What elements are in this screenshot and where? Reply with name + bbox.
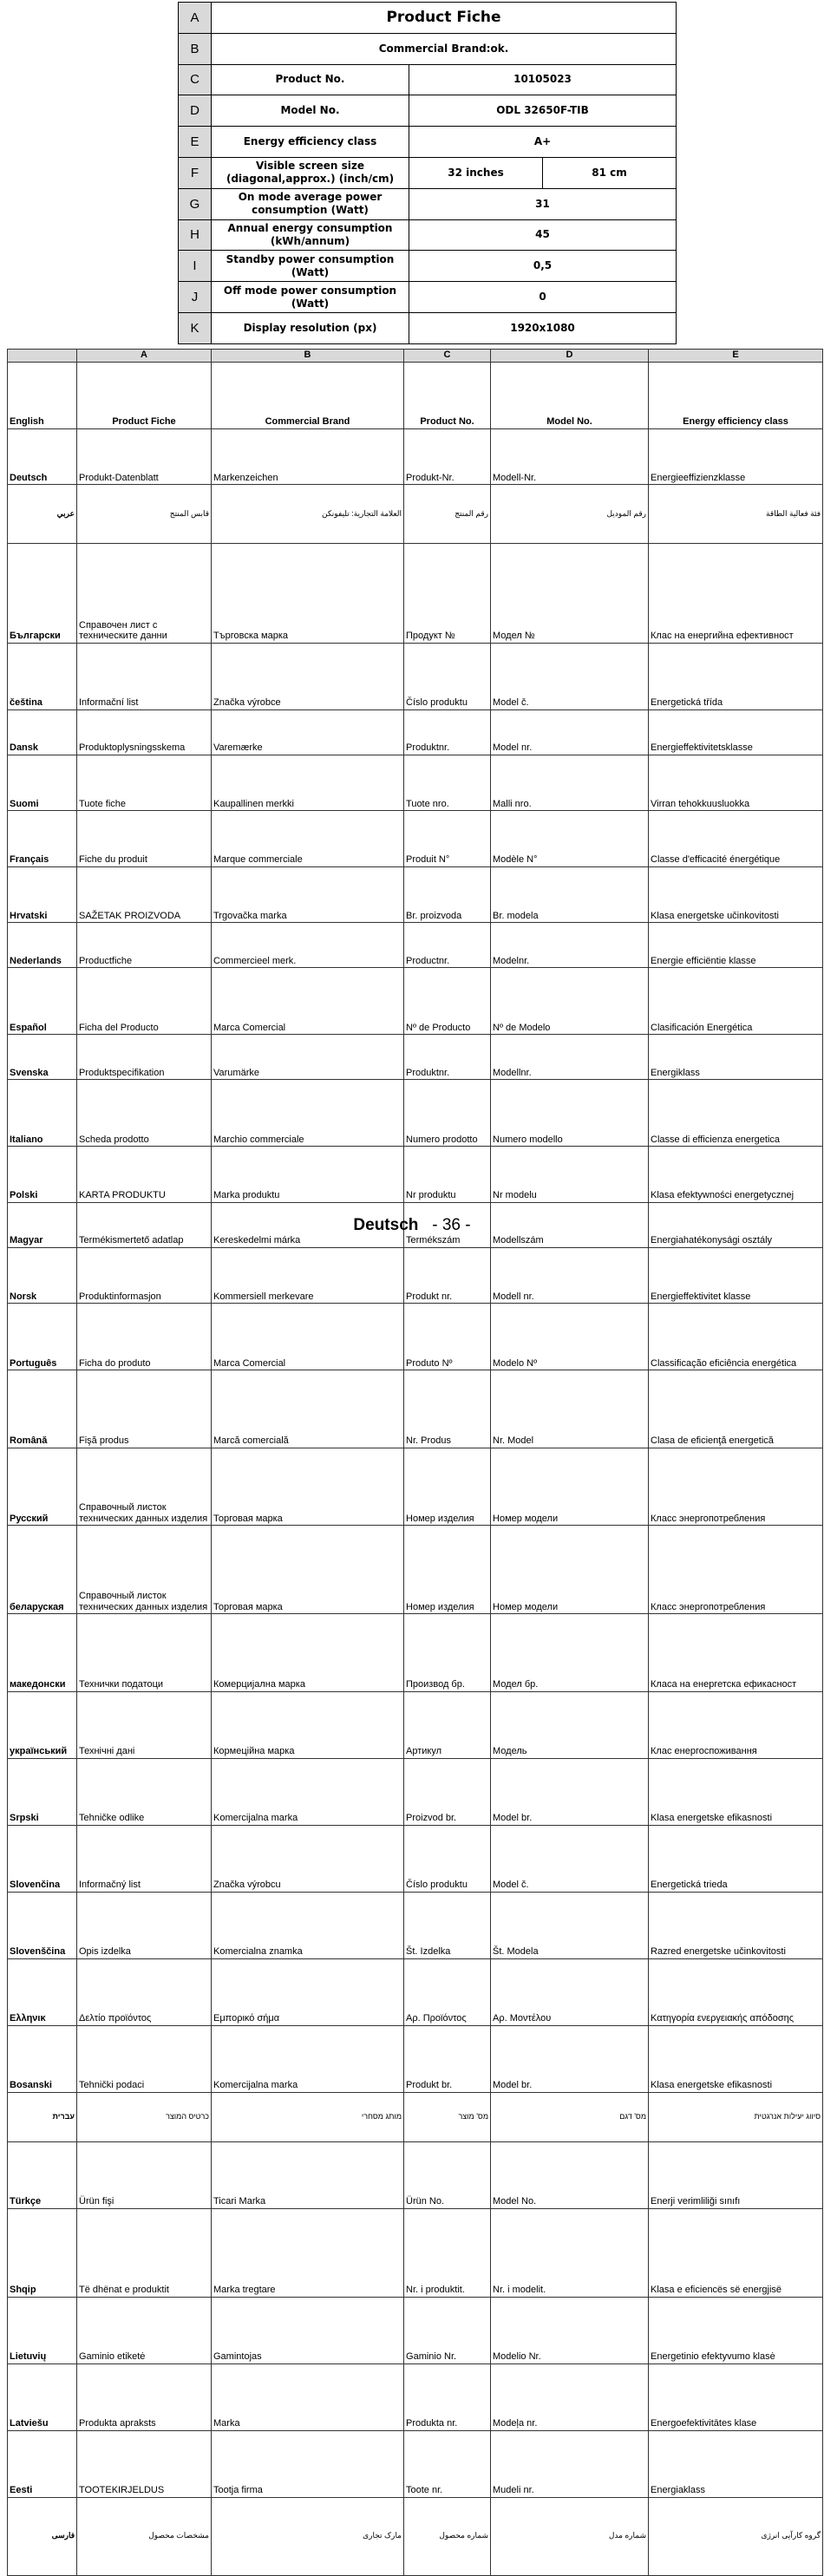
translation-a: TOOTEKIRJELDUS bbox=[77, 2430, 212, 2497]
translation-row bbox=[8, 1526, 823, 1614]
language-name: Slovenščina bbox=[8, 1892, 77, 1958]
translation-e: Klasa efektywności energetycznej bbox=[649, 1147, 823, 1203]
translation-d: Modell nr. bbox=[491, 1247, 649, 1304]
translation-a: Produkta apraksts bbox=[77, 2364, 212, 2430]
language-name: Italiano bbox=[8, 1080, 77, 1147]
page-number: - 36 - bbox=[432, 1216, 471, 1234]
translation-e: Clasa de eficienţă energetică bbox=[649, 1370, 823, 1448]
translation-row bbox=[8, 968, 823, 1035]
fiche-label: Visible screen size (diagonal,approx.) (inch/cm) bbox=[212, 157, 409, 188]
translation-c: Číslo produktu bbox=[404, 1825, 491, 1892]
translation-e: فئة فعالية الطاقة bbox=[649, 485, 823, 544]
fiche-value: 0,5 bbox=[409, 251, 677, 282]
translation-d: Model nr. bbox=[491, 709, 649, 755]
translation-b: Trgovačka marka bbox=[212, 866, 404, 923]
translation-c: Termékszám bbox=[404, 1202, 491, 1247]
translation-a: Tehnički podaci bbox=[77, 2025, 212, 2092]
translation-row bbox=[8, 1035, 823, 1080]
translation-e: Класа на енергетска ефикасност bbox=[649, 1614, 823, 1692]
translation-b: Komercialna znamka bbox=[212, 1892, 404, 1958]
row-letter: K bbox=[179, 312, 212, 343]
translation-d: Номер модели bbox=[491, 1526, 649, 1614]
translation-b: Комерцијална марка bbox=[212, 1614, 404, 1692]
fiche-value: 0 bbox=[409, 282, 677, 313]
header-b: Commercial Brand bbox=[212, 362, 404, 428]
translation-row bbox=[8, 1614, 823, 1692]
translation-b: Varemærke bbox=[212, 709, 404, 755]
column-letter: D bbox=[491, 350, 649, 363]
language-name: فارسی bbox=[8, 2497, 77, 2575]
translation-a: Gaminio etiketė bbox=[77, 2297, 212, 2364]
translation-row bbox=[8, 544, 823, 644]
translation-d: Modelo Nº bbox=[491, 1304, 649, 1370]
translation-b: Marcă comercială bbox=[212, 1370, 404, 1448]
language-name: Български bbox=[8, 544, 77, 644]
translation-e: Energieffektivitetsklasse bbox=[649, 709, 823, 755]
translation-d: رقم الموديل bbox=[491, 485, 649, 544]
translation-row bbox=[8, 1825, 823, 1892]
translation-d: Модел бр. bbox=[491, 1614, 649, 1692]
translation-b: Кормеційна марка bbox=[212, 1691, 404, 1758]
translation-d: Modèle N° bbox=[491, 811, 649, 867]
translation-d: Št. Modela bbox=[491, 1892, 649, 1958]
translation-a: Технічні дані bbox=[77, 1691, 212, 1758]
translation-row bbox=[8, 2141, 823, 2208]
translation-d: מס' דגם bbox=[491, 2092, 649, 2141]
fiche-value: 1920x1080 bbox=[409, 312, 677, 343]
translation-a: Produkt-Datenblatt bbox=[77, 428, 212, 485]
translation-a: Produktoplysningsskema bbox=[77, 709, 212, 755]
translation-row bbox=[8, 485, 823, 544]
row-letter: G bbox=[179, 188, 212, 219]
translation-a: Tuote fiche bbox=[77, 755, 212, 811]
translation-row bbox=[8, 811, 823, 867]
language-name: Português bbox=[8, 1304, 77, 1370]
language-name: Magyar bbox=[8, 1202, 77, 1247]
translation-b: Marque commerciale bbox=[212, 811, 404, 867]
language-name: Shqip bbox=[8, 2208, 77, 2297]
translation-b: Markenzeichen bbox=[212, 428, 404, 485]
translation-e: Energetická trieda bbox=[649, 1825, 823, 1892]
translation-d: Модел № bbox=[491, 544, 649, 644]
fiche-row bbox=[179, 188, 677, 219]
fiche-value: 31 bbox=[409, 188, 677, 219]
translation-b: مارک تجاری bbox=[212, 2497, 404, 2575]
translation-c: Toote nr. bbox=[404, 2430, 491, 2497]
translation-c: Produkta nr. bbox=[404, 2364, 491, 2430]
language-name: Dansk bbox=[8, 709, 77, 755]
fiche-label: Standby power consumption (Watt) bbox=[212, 251, 409, 282]
translation-row bbox=[8, 1304, 823, 1370]
translation-row bbox=[8, 2430, 823, 2497]
translation-e: Energiaklass bbox=[649, 2430, 823, 2497]
language-name: English bbox=[8, 362, 77, 428]
language-name: Ελληνικ bbox=[8, 1958, 77, 2025]
translation-e: סיווג יעילות אנרגטית bbox=[649, 2092, 823, 2141]
translation-e: گروه کارآیی انرژی bbox=[649, 2497, 823, 2575]
translation-b: Komercijalna marka bbox=[212, 1758, 404, 1825]
fiche-label: Product No. bbox=[212, 64, 409, 95]
fiche-title: Product Fiche bbox=[212, 3, 677, 34]
translation-c: Produktnr. bbox=[404, 1035, 491, 1080]
translation-row bbox=[8, 1691, 823, 1758]
fiche-label: Display resolution (px) bbox=[212, 312, 409, 343]
translation-table bbox=[7, 349, 823, 2576]
translation-c: מס' מוצר bbox=[404, 2092, 491, 2141]
translation-row bbox=[8, 1892, 823, 1958]
fiche-row bbox=[179, 33, 677, 64]
translation-e: Класс энергопотребления bbox=[649, 1448, 823, 1526]
translation-e: Enerji verimliliği sınıfı bbox=[649, 2141, 823, 2208]
translation-b: Торговая марка bbox=[212, 1526, 404, 1614]
language-name: Русский bbox=[8, 1448, 77, 1526]
translation-b: Marca Comercial bbox=[212, 968, 404, 1035]
translation-b: Търговска марка bbox=[212, 544, 404, 644]
header-row-english bbox=[8, 362, 823, 428]
row-letter: J bbox=[179, 282, 212, 313]
fiche-label: Off mode power consumption (Watt) bbox=[212, 282, 409, 313]
translation-a: Informační list bbox=[77, 643, 212, 709]
translation-a: Справочный листок технических данных изделия bbox=[77, 1448, 212, 1526]
translation-row bbox=[8, 2364, 823, 2430]
translation-b: Kommersiell merkevare bbox=[212, 1247, 404, 1304]
translation-e: Energiahatékonysági osztály bbox=[649, 1202, 823, 1247]
translation-row bbox=[8, 709, 823, 755]
translation-b: Commercieel merk. bbox=[212, 923, 404, 968]
translation-row bbox=[8, 923, 823, 968]
translation-d: Model č. bbox=[491, 1825, 649, 1892]
commercial-brand: Commercial Brand:ok. bbox=[212, 33, 677, 64]
translation-c: شماره محصول bbox=[404, 2497, 491, 2575]
fiche-row bbox=[179, 251, 677, 282]
language-name: Deutsch bbox=[8, 428, 77, 485]
language-name: עברית bbox=[8, 2092, 77, 2141]
translation-d: Mudeli nr. bbox=[491, 2430, 649, 2497]
translation-b: العلامة التجارية: تليفونكن bbox=[212, 485, 404, 544]
translation-d: شماره مدل bbox=[491, 2497, 649, 2575]
column-letter: C bbox=[404, 350, 491, 363]
translation-e: Клас енергоспоживання bbox=[649, 1691, 823, 1758]
translation-row bbox=[8, 428, 823, 485]
translation-a: Технички податоци bbox=[77, 1614, 212, 1692]
translation-a: Справочный листок технических данных изделия bbox=[77, 1526, 212, 1614]
column-letter: E bbox=[649, 350, 823, 363]
translation-e: Energoefektivitātes klase bbox=[649, 2364, 823, 2430]
translation-b: Ticari Marka bbox=[212, 2141, 404, 2208]
translation-a: Ficha del Producto bbox=[77, 968, 212, 1035]
language-name: Bosanski bbox=[8, 2025, 77, 2092]
translation-b: Marka tregtare bbox=[212, 2208, 404, 2297]
translation-row bbox=[8, 866, 823, 923]
fiche-label: Model No. bbox=[212, 95, 409, 127]
translation-e: Classe di efficienza energetica bbox=[649, 1080, 823, 1147]
language-name: عربي bbox=[8, 485, 77, 544]
translation-row bbox=[8, 1080, 823, 1147]
translation-c: Číslo produktu bbox=[404, 643, 491, 709]
translation-d: Modell-Nr. bbox=[491, 428, 649, 485]
translation-b: Marka produktu bbox=[212, 1147, 404, 1203]
fiche-label: Energy efficiency class bbox=[212, 127, 409, 158]
row-letter: F bbox=[179, 157, 212, 188]
translation-b: Gamintojas bbox=[212, 2297, 404, 2364]
translation-b: Varumärke bbox=[212, 1035, 404, 1080]
translation-a: Productfiche bbox=[77, 923, 212, 968]
translation-row bbox=[8, 2208, 823, 2297]
fiche-row bbox=[179, 282, 677, 313]
translation-c: Nr. i produktit. bbox=[404, 2208, 491, 2297]
translation-a: Termékismertető adatlap bbox=[77, 1202, 212, 1247]
translation-d: Modellszám bbox=[491, 1202, 649, 1247]
translation-a: Справочен лист с техническите данни bbox=[77, 544, 212, 644]
translation-a: Tehničke odlike bbox=[77, 1758, 212, 1825]
translation-d: Αρ. Μοντέλου bbox=[491, 1958, 649, 2025]
translation-d: Model No. bbox=[491, 2141, 649, 2208]
translation-e: Klasa energetske efikasnosti bbox=[649, 2025, 823, 2092]
translation-row bbox=[8, 643, 823, 709]
column-letter: A bbox=[77, 350, 212, 363]
translation-e: Energie efficiëntie klasse bbox=[649, 923, 823, 968]
fiche-value: 81 cm bbox=[543, 157, 677, 188]
translation-e: Energieeffizienzklasse bbox=[649, 428, 823, 485]
blank-cell bbox=[8, 350, 77, 363]
translation-e: Clasificación Energética bbox=[649, 968, 823, 1035]
translation-c: Nr produktu bbox=[404, 1147, 491, 1203]
fiche-value: A+ bbox=[409, 127, 677, 158]
column-letter-row bbox=[8, 350, 823, 363]
fiche-row bbox=[179, 312, 677, 343]
translation-e: Klasa energetske efikasnosti bbox=[649, 1758, 823, 1825]
translation-a: Ficha do produto bbox=[77, 1304, 212, 1370]
translation-a: Opis izdelka bbox=[77, 1892, 212, 1958]
language-name: Srpski bbox=[8, 1758, 77, 1825]
translation-row bbox=[8, 1758, 823, 1825]
fiche-value: ODL 32650F-TIB bbox=[409, 95, 677, 127]
language-name: čeština bbox=[8, 643, 77, 709]
translation-c: Gaminio Nr. bbox=[404, 2297, 491, 2364]
translation-c: Produktnr. bbox=[404, 709, 491, 755]
language-name: Latviešu bbox=[8, 2364, 77, 2430]
header-d: Model No. bbox=[491, 362, 649, 428]
language-name: Türkçe bbox=[8, 2141, 77, 2208]
row-letter: C bbox=[179, 64, 212, 95]
fiche-row bbox=[179, 64, 677, 95]
language-name: Nederlands bbox=[8, 923, 77, 968]
translation-b: מותג מסחרי bbox=[212, 2092, 404, 2141]
translation-row bbox=[8, 2025, 823, 2092]
translation-c: Nr. Produs bbox=[404, 1370, 491, 1448]
translation-b: Marka bbox=[212, 2364, 404, 2430]
translation-d: Model br. bbox=[491, 1758, 649, 1825]
language-name: Español bbox=[8, 968, 77, 1035]
language-name: Lietuvių bbox=[8, 2297, 77, 2364]
translation-a: Fişă produs bbox=[77, 1370, 212, 1448]
fiche-label: Annual energy consumption (kWh/annum) bbox=[212, 219, 409, 251]
fiche-value: 45 bbox=[409, 219, 677, 251]
language-name: Eesti bbox=[8, 2430, 77, 2497]
translation-b: Tootja firma bbox=[212, 2430, 404, 2497]
translation-c: Производ бр. bbox=[404, 1614, 491, 1692]
fiche-row bbox=[179, 219, 677, 251]
header-a: Product Fiche bbox=[77, 362, 212, 428]
translation-d: Nr. i modelit. bbox=[491, 2208, 649, 2297]
translation-row bbox=[8, 1247, 823, 1304]
row-letter: H bbox=[179, 219, 212, 251]
translation-c: Номер изделия bbox=[404, 1448, 491, 1526]
fiche-row bbox=[179, 95, 677, 127]
translation-c: Productnr. bbox=[404, 923, 491, 968]
language-name: македонски bbox=[8, 1614, 77, 1692]
translation-c: Ürün No. bbox=[404, 2141, 491, 2208]
translation-d: Modellnr. bbox=[491, 1035, 649, 1080]
translation-c: Št. Izdelka bbox=[404, 1892, 491, 1958]
translation-row bbox=[8, 2497, 823, 2575]
translation-a: Të dhënat e produktit bbox=[77, 2208, 212, 2297]
translation-e: Classe d'efficacité énergétique bbox=[649, 811, 823, 867]
translation-d: Modelnr. bbox=[491, 923, 649, 968]
translation-e: Energetická třída bbox=[649, 643, 823, 709]
translation-c: Proizvod br. bbox=[404, 1758, 491, 1825]
fiche-value: 32 inches bbox=[409, 157, 543, 188]
translation-a: Δελτίο προϊόντος bbox=[77, 1958, 212, 2025]
translation-b: Značka výrobcu bbox=[212, 1825, 404, 1892]
translation-row bbox=[8, 755, 823, 811]
language-name: Norsk bbox=[8, 1247, 77, 1304]
translation-c: Tuote nro. bbox=[404, 755, 491, 811]
translation-e: Energetinio efektyvumo klasė bbox=[649, 2297, 823, 2364]
translation-c: Numero prodotto bbox=[404, 1080, 491, 1147]
row-letter: E bbox=[179, 127, 212, 158]
translation-d: Номер модели bbox=[491, 1448, 649, 1526]
language-name: беларуская bbox=[8, 1526, 77, 1614]
translation-row bbox=[8, 1958, 823, 2025]
translation-c: Номер изделия bbox=[404, 1526, 491, 1614]
language-name: Hrvatski bbox=[8, 866, 77, 923]
translation-row bbox=[8, 1448, 823, 1526]
translation-d: Модель bbox=[491, 1691, 649, 1758]
translation-e: Virran tehokkuusluokka bbox=[649, 755, 823, 811]
row-letter: B bbox=[179, 33, 212, 64]
translation-d: Nr modelu bbox=[491, 1147, 649, 1203]
header-e: Energy efficiency class bbox=[649, 362, 823, 428]
translation-a: KARTA PRODUKTU bbox=[77, 1147, 212, 1203]
translation-e: Клас на енергийна ефективност bbox=[649, 544, 823, 644]
translation-e: Energieffektivitet klasse bbox=[649, 1247, 823, 1304]
translation-b: Εμπορικό σήμα bbox=[212, 1958, 404, 2025]
translation-d: Malli nro. bbox=[491, 755, 649, 811]
row-letter: I bbox=[179, 251, 212, 282]
translation-row bbox=[8, 1370, 823, 1448]
translation-d: Modelio Nr. bbox=[491, 2297, 649, 2364]
header-c: Product No. bbox=[404, 362, 491, 428]
translation-a: مشخصات محصول bbox=[77, 2497, 212, 2575]
column-letter: B bbox=[212, 350, 404, 363]
translation-e: Klasa e eficiencës së energjisë bbox=[649, 2208, 823, 2297]
fiche-row bbox=[179, 157, 677, 188]
translation-a: Produktspecifikation bbox=[77, 1035, 212, 1080]
translation-c: Артикул bbox=[404, 1691, 491, 1758]
translation-d: Numero modello bbox=[491, 1080, 649, 1147]
translation-d: Nr. Model bbox=[491, 1370, 649, 1448]
translation-c: Produkt nr. bbox=[404, 1247, 491, 1304]
translation-a: Informačný list bbox=[77, 1825, 212, 1892]
translation-e: Κατηγορία ενεργειακής απόδοσης bbox=[649, 1958, 823, 2025]
footer-language: Deutsch bbox=[353, 1216, 419, 1234]
translation-a: Ürün fişi bbox=[77, 2141, 212, 2208]
fiche-value: 10105023 bbox=[409, 64, 677, 95]
language-name: Română bbox=[8, 1370, 77, 1448]
translation-row bbox=[8, 2092, 823, 2141]
translation-a: Scheda prodotto bbox=[77, 1080, 212, 1147]
translation-b: Marca Comercial bbox=[212, 1304, 404, 1370]
translation-d: Modeļa nr. bbox=[491, 2364, 649, 2430]
translation-c: Продукт № bbox=[404, 544, 491, 644]
translation-e: Classificação eficiência energética bbox=[649, 1304, 823, 1370]
product-fiche-table bbox=[178, 2, 677, 344]
translation-d: Model č. bbox=[491, 643, 649, 709]
translation-b: Značka výrobce bbox=[212, 643, 404, 709]
translation-b: Kaupallinen merkki bbox=[212, 755, 404, 811]
row-letter: A bbox=[179, 3, 212, 34]
page-footer bbox=[0, 1216, 824, 1235]
translation-d: Nº de Modelo bbox=[491, 968, 649, 1035]
fiche-row bbox=[179, 127, 677, 158]
translation-e: Класс энергопотребления bbox=[649, 1526, 823, 1614]
translation-c: Produkt br. bbox=[404, 2025, 491, 2092]
translation-a: Fiche du produit bbox=[77, 811, 212, 867]
translation-a: SAŽETAK PROIZVODA bbox=[77, 866, 212, 923]
translation-d: Model br. bbox=[491, 2025, 649, 2092]
translation-b: Marchio commerciale bbox=[212, 1080, 404, 1147]
fiche-label: On mode average power consumption (Watt) bbox=[212, 188, 409, 219]
language-name: український bbox=[8, 1691, 77, 1758]
translation-e: Klasa energetske učinkovitosti bbox=[649, 866, 823, 923]
translation-a: Produktinformasjon bbox=[77, 1247, 212, 1304]
translation-row bbox=[8, 1147, 823, 1203]
fiche-row bbox=[179, 3, 677, 34]
translation-e: Razred energetske učinkovitosti bbox=[649, 1892, 823, 1958]
translation-b: Komercijalna marka bbox=[212, 2025, 404, 2092]
translation-c: Nº de Producto bbox=[404, 968, 491, 1035]
translation-e: Energiklass bbox=[649, 1035, 823, 1080]
translation-a: כרטיס המוצר bbox=[77, 2092, 212, 2141]
translation-c: Αρ. Προϊόντος bbox=[404, 1958, 491, 2025]
translation-a: قابس المنتج bbox=[77, 485, 212, 544]
language-name: Français bbox=[8, 811, 77, 867]
translation-d: Br. modela bbox=[491, 866, 649, 923]
language-name: Slovenčina bbox=[8, 1825, 77, 1892]
translation-c: Produkt-Nr. bbox=[404, 428, 491, 485]
translation-row bbox=[8, 2297, 823, 2364]
row-letter: D bbox=[179, 95, 212, 127]
translation-b: Торговая марка bbox=[212, 1448, 404, 1526]
translation-b: Kereskedelmi márka bbox=[212, 1202, 404, 1247]
language-name: Svenska bbox=[8, 1035, 77, 1080]
language-name: Polski bbox=[8, 1147, 77, 1203]
translation-c: Produto Nº bbox=[404, 1304, 491, 1370]
translation-c: Br. proizvoda bbox=[404, 866, 491, 923]
translation-c: رقم المنتج bbox=[404, 485, 491, 544]
translation-c: Produit N° bbox=[404, 811, 491, 867]
language-name: Suomi bbox=[8, 755, 77, 811]
